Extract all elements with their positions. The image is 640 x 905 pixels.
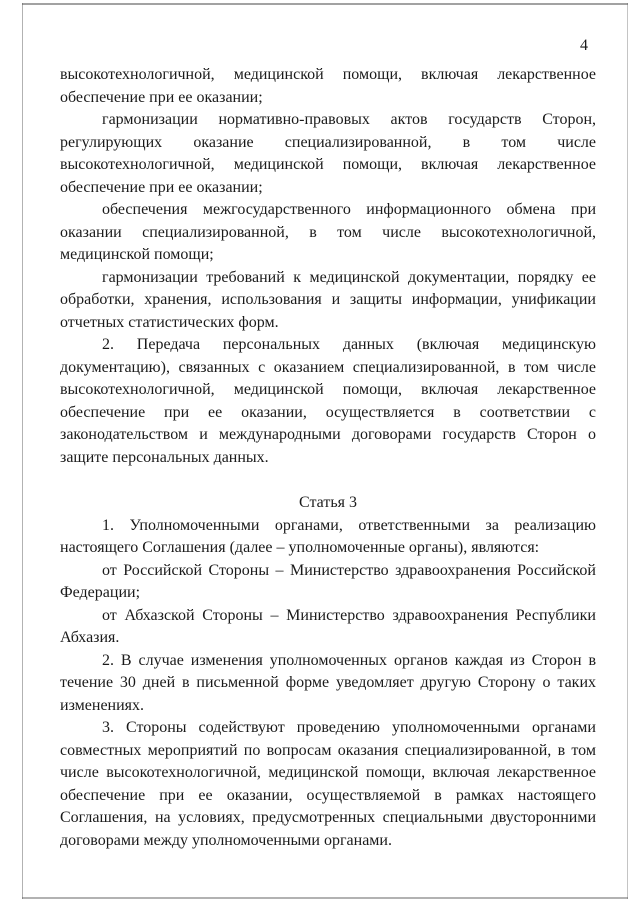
spacer (60, 469, 596, 492)
paragraph-documentation-requirements: гармонизации требований к медицинской документации, порядку ее обработки, хранения, использования и защиты информации, унификации отчетных статистических форм. (60, 268, 596, 331)
paragraph-continuation: высокотехнологичной, медицинской помощи, включая лекарственное обеспечение при ее оказании; (60, 66, 596, 106)
paragraph-change-notification: 2. В случае изменения уполномоченных органов каждая из Сторон в течение 30 дней в письменной форме уведомляет другую Сторону о таких изменениях. (60, 651, 596, 714)
paragraph-russian-side: от Российской Стороны – Министерство здравоохранения Российской Федерации; (60, 561, 596, 601)
article-heading: Статья 3 (299, 494, 357, 511)
scan-edge-right (627, 3, 628, 899)
paragraph-authorized-bodies: 1. Уполномоченными органами, ответственными за реализацию настоящего Соглашения (далее – уполномоченные органы), являются: (60, 516, 596, 556)
scan-edge-left (22, 3, 23, 899)
paragraph-personal-data: 2. Передача персональных данных (включая медицинскую документацию), связанных с оказанием специализированной, в том числе высокотехнологичной, медицинской помощи, включая лекарственное обеспечение при ее оказании, осуществляется в соответствии с законодательством и международными договорами государств Сторон о защите персональных данных. (60, 336, 596, 466)
paragraph-abkhaz-side: от Абхазской Стороны – Министерство здравоохранения Республики Абхазия. (60, 606, 596, 646)
scan-edge-top (22, 3, 628, 5)
page-number: 4 (580, 37, 588, 54)
paragraph-joint-activities: 3. Стороны содействуют проведению уполномоченными органами совместных мероприятий по вопросам оказания специализированной, в том числе высокотехнологичной, медицинской помощи, включая лекарственное обеспечение при ее оказании, осуществляемой в рамках настоящего Соглашения, на условиях, предусмотренных специальными двусторонними договорами между уполномоченными органами. (60, 719, 596, 849)
document-body (60, 64, 596, 852)
paragraph-harmonization-acts: гармонизации нормативно-правовых актов государств Сторон, регулирующих оказание специализированной, в том числе высокотехнологичной, медицинской помощи, включая лекарственное обеспечение при ее оказании; (60, 111, 596, 196)
scan-edge-bottom (22, 897, 628, 899)
paragraph-information-exchange: обеспечения межгосударственного информационного обмена при оказании специализированной, в том числе высокотехнологичной, медицинской помощи; (60, 201, 596, 263)
